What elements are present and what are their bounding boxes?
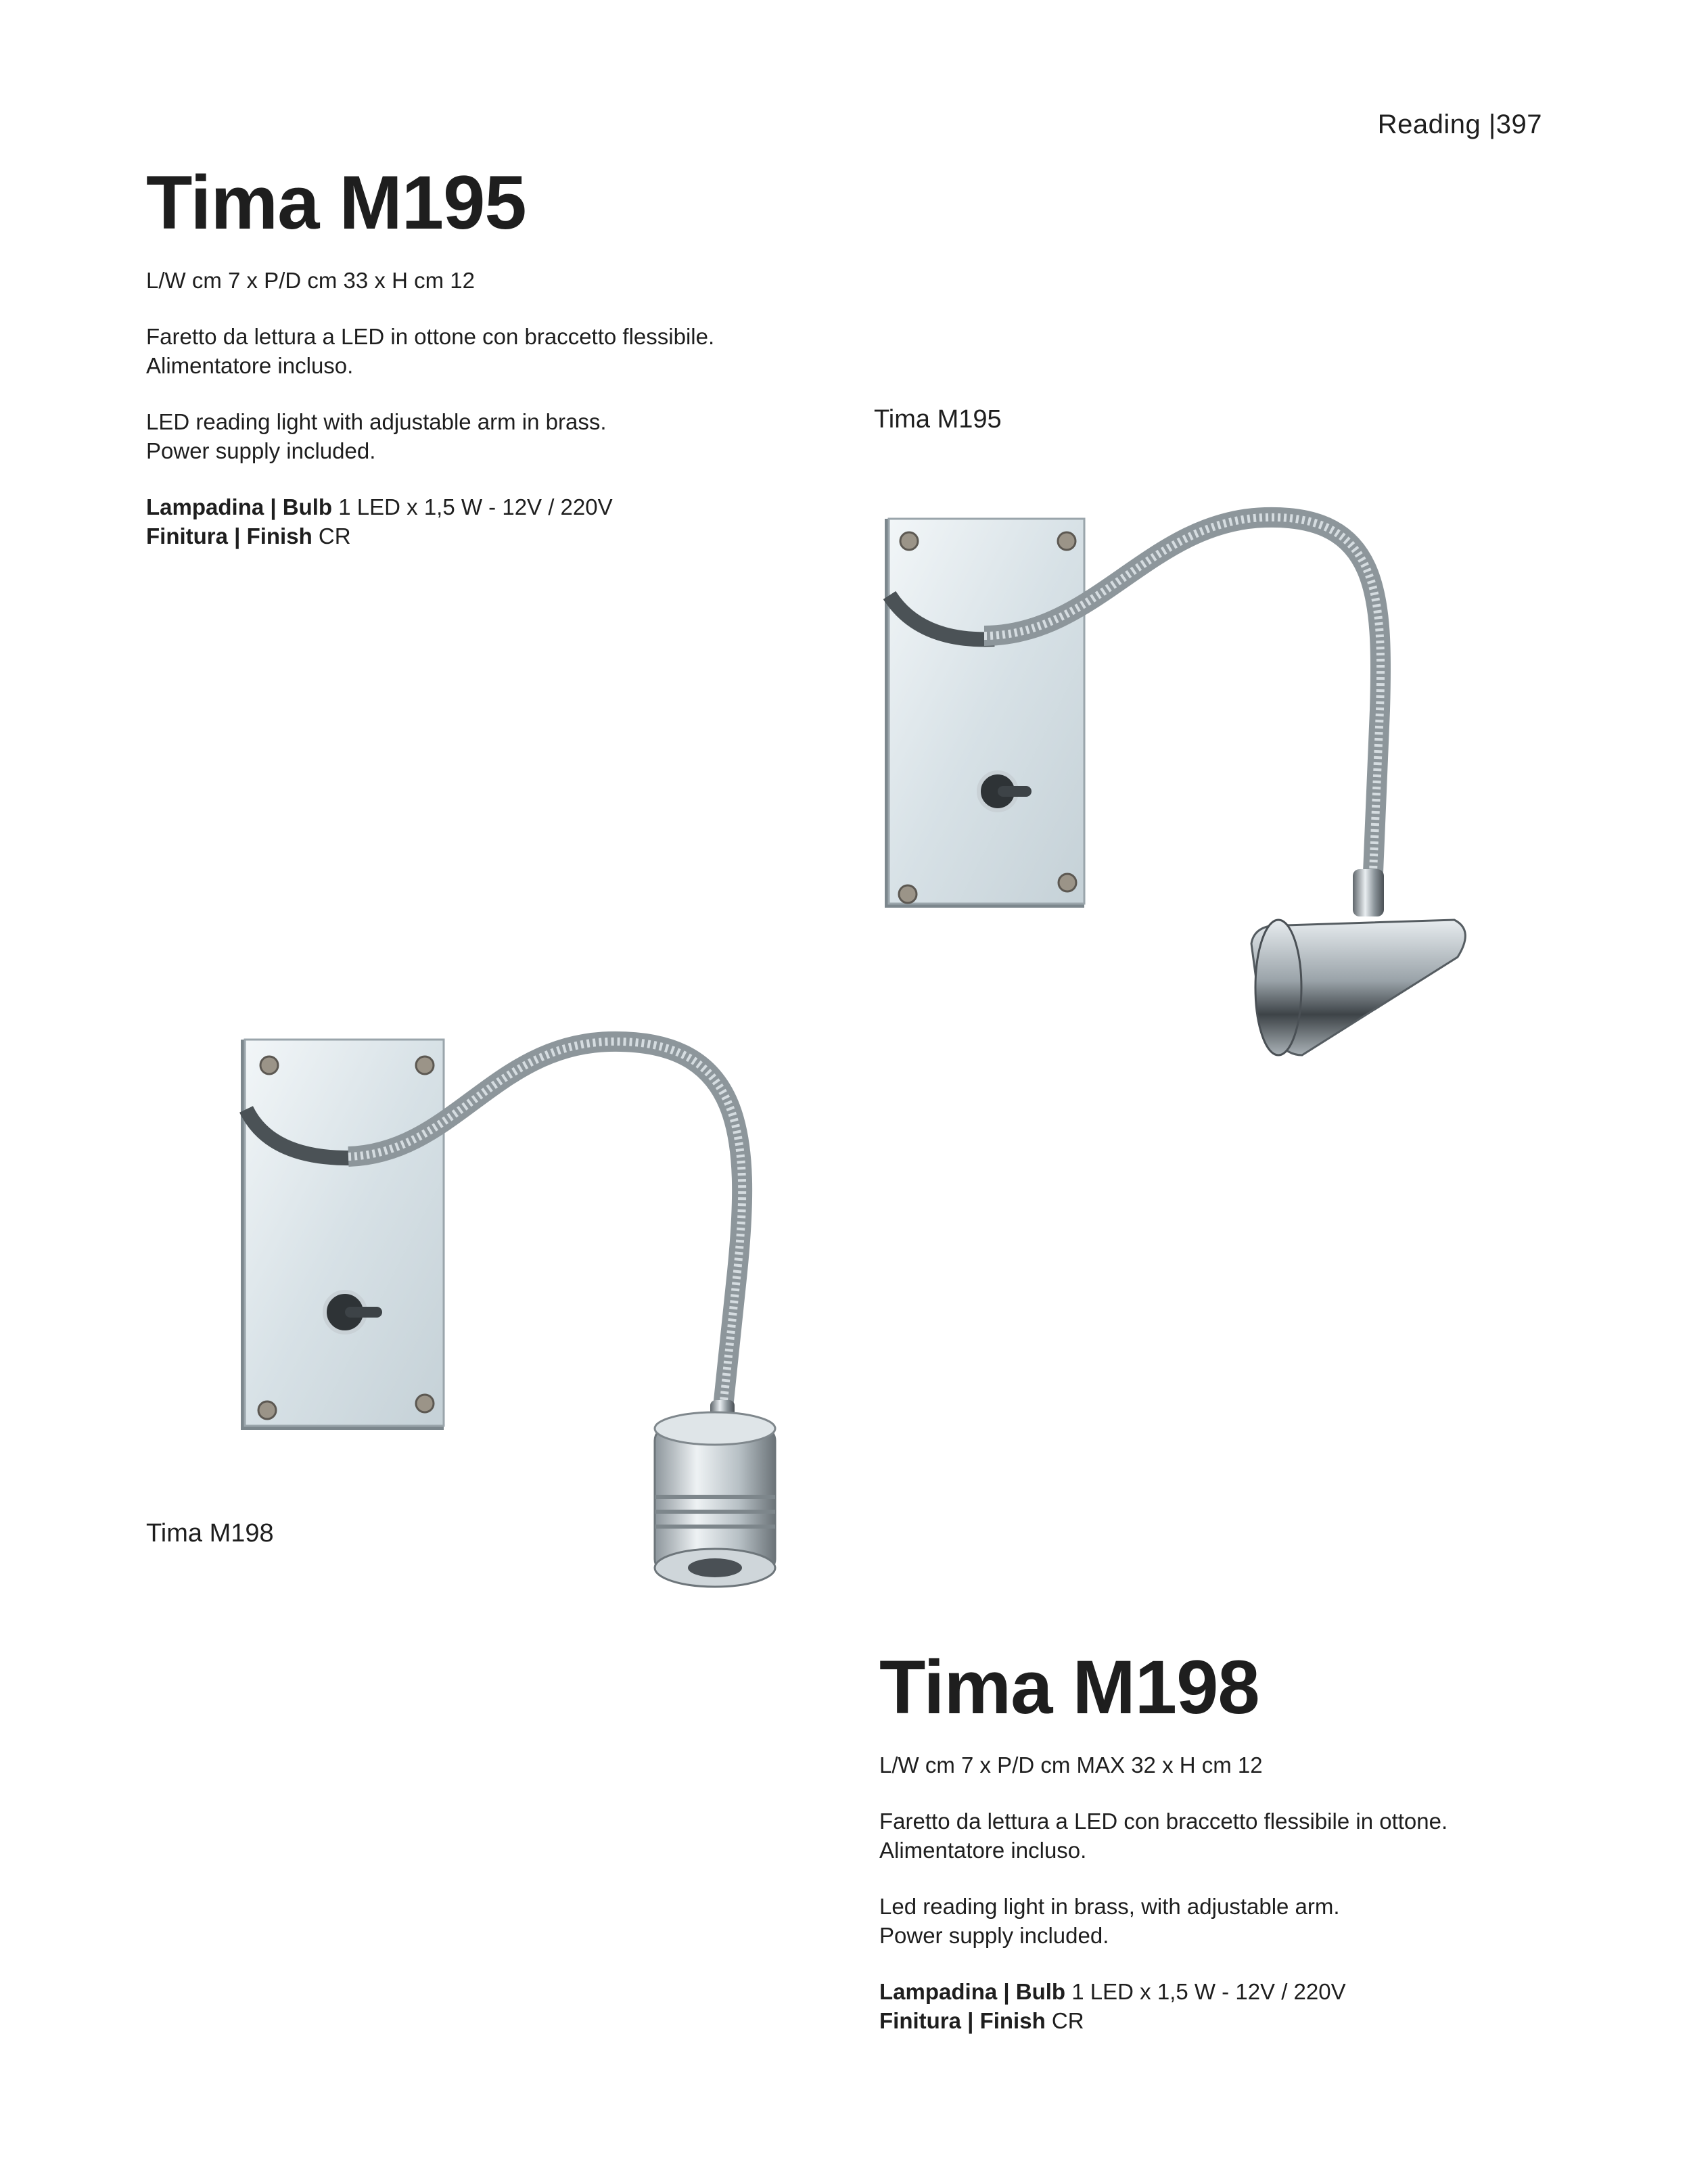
- page-number: 397: [1496, 110, 1542, 139]
- finish-value: CR: [318, 524, 351, 549]
- description-en-line: Power supply included.: [146, 438, 376, 463]
- description-en-line: LED reading light with adjustable arm in brass.: [146, 409, 607, 434]
- bulb-value: 1 LED x 1,5 W - 12V / 220V: [1071, 1979, 1346, 2004]
- description-en-line: Led reading light in brass, with adjustable arm.: [879, 1894, 1340, 1919]
- header-separator: |: [1488, 110, 1496, 139]
- description-it-line: Alimentatore incluso.: [146, 353, 354, 378]
- product-title: Tima M198: [879, 1645, 1259, 1729]
- bulb-value: 1 LED x 1,5 W - 12V / 220V: [338, 494, 613, 519]
- bulb-spec: [879, 1977, 1623, 2006]
- section-name: Reading: [1377, 110, 1481, 139]
- finish-label: Finitura | Finish: [879, 2008, 1046, 2033]
- description-it-line: Faretto da lettura a LED con braccetto flessibile in ottone.: [879, 1809, 1448, 1834]
- finish-value: CR: [1051, 2008, 1084, 2033]
- image-caption-m198: Tima M198: [146, 1519, 274, 1548]
- product-dimensions: L/W cm 7 x P/D cm MAX 32 x H cm 12: [879, 1752, 1263, 1778]
- image-caption-m195: Tima M195: [874, 405, 1002, 434]
- finish-spec: [879, 2006, 1623, 2035]
- product-title: Tima M195: [146, 160, 526, 245]
- description-en-line: Power supply included.: [879, 1923, 1109, 1948]
- description-it-line: Alimentatore incluso.: [879, 1838, 1087, 1863]
- product-dimensions: L/W cm 7 x P/D cm 33 x H cm 12: [146, 268, 475, 293]
- bulb-label: Lampadina | Bulb: [879, 1979, 1066, 2004]
- finish-label: Finitura | Finish: [146, 524, 312, 549]
- product-block-m198: [879, 1644, 1623, 2035]
- bulb-label: Lampadina | Bulb: [146, 494, 333, 519]
- description-it-line: Faretto da lettura a LED in ottone con braccetto flessibile.: [146, 324, 715, 349]
